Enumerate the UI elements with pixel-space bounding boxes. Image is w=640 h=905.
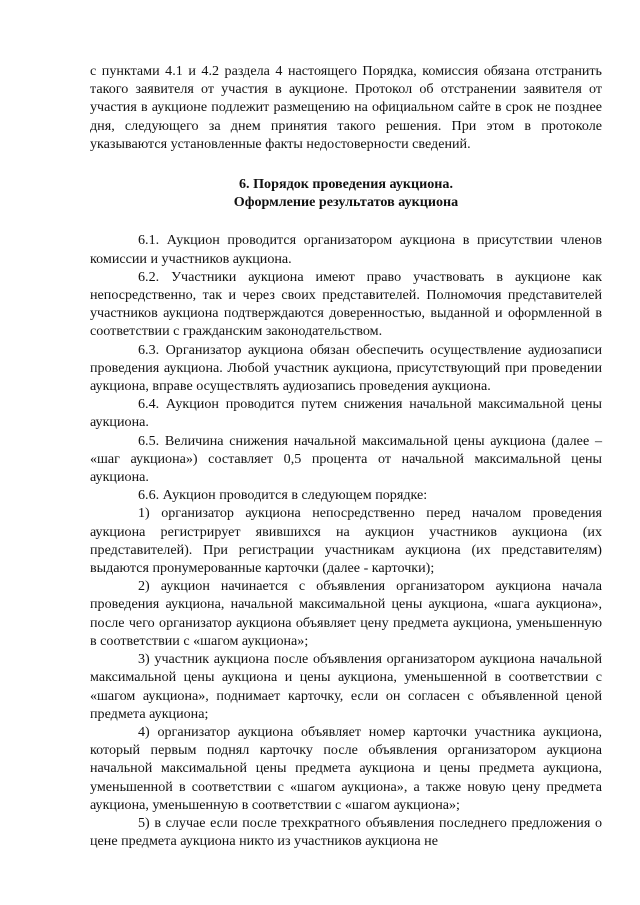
- paragraph-6-5: 6.5. Величина снижения начальной максимальной цены аукциона (далее – «шаг аукциона») составляет 0,5 процента от начальной максимальной цены аукциона.: [90, 432, 602, 486]
- section-heading: [90, 175, 602, 211]
- paragraph-6-1: 6.1. Аукцион проводится организатором аукциона в присутствии членов комиссии и участников аукциона.: [90, 232, 602, 267]
- document-page: [90, 62, 602, 850]
- section-title-line-2: Оформление результатов аукциона: [233, 194, 459, 211]
- section-title-line-1: 6. Порядок проведения аукциона.: [239, 176, 453, 193]
- paragraph-6-6: 6.6. Аукцион проводится в следующем порядке:: [138, 487, 428, 504]
- list-item-5: 5) в случае если после трехкратного объявления последнего предложения о цене предмета аукциона никто из участников аукциона не: [90, 814, 602, 850]
- list-item-1: 1) организатор аукциона непосредственно перед началом проведения аукциона регистрирует явившихся на аукцион участников аукциона (их представителей). При регистрации участникам аукциона (их представителям) выдаются пронумерованные карточки (далее - карточки);: [90, 505, 602, 577]
- list-item-3: 3) участник аукциона после объявления организатором аукциона начальной максимальной цены аукциона и цены аукциона, уменьшенной в соответствии с «шагом аукциона», поднимает карточку, если он согласен с объявленной ценой предмета аукциона;: [90, 651, 602, 722]
- list-item-2: 2) аукцион начинается с объявления организатором аукциона начала проведения аукциона, начальной максимальной цены аукциона, «шага аукциона», после чего организатор аукциона объявляет цену предмета аукциона, уменьшенную в соответствии с «шагом аукциона»;: [90, 578, 602, 649]
- list-item-4: 4) организатор аукциона объявляет номер карточки участника аукциона, который первым поднял карточку после объявления организатором аукциона начальной максимальной цены предмета аукциона и цены предмета аукциона, уменьшенной в соответствии с «шагом аукциона», а также новую цену предмета аукциона, уменьшенную в соответствии с «шагом аукциона»;: [90, 723, 602, 813]
- paragraph-6-3: 6.3. Организатор аукциона обязан обеспечить осуществление аудиозаписи проведения аукциона. Любой участник аукциона, присутствующий при проведении аукциона, вправе осуществлять аудиозапись проведения аукциона.: [90, 341, 602, 395]
- paragraph-6-2: 6.2. Участники аукциона имеют право участвовать в аукционе как непосредственно, так и через своих представителей. Полномочия представителей участников аукциона подтверждаются доверенностью, выданной и оформленной в соответствии с гражданским законодательством.: [90, 268, 602, 340]
- paragraph-6-4: 6.4. Аукцион проводится путем снижения начальной максимальной цены аукциона.: [90, 396, 602, 431]
- intro-paragraph: с пунктами 4.1 и 4.2 раздела 4 настоящего Порядка, комиссия обязана отстранить такого заявителя от участия в аукционе. Протокол об отстранении заявителя от участия в аукционе подлежит размещению на официальном сайте в срок не позднее дня, следующего за днем принятия такого решения. При этом в протоколе указываются установленные факты недостоверности сведений.: [90, 63, 602, 152]
